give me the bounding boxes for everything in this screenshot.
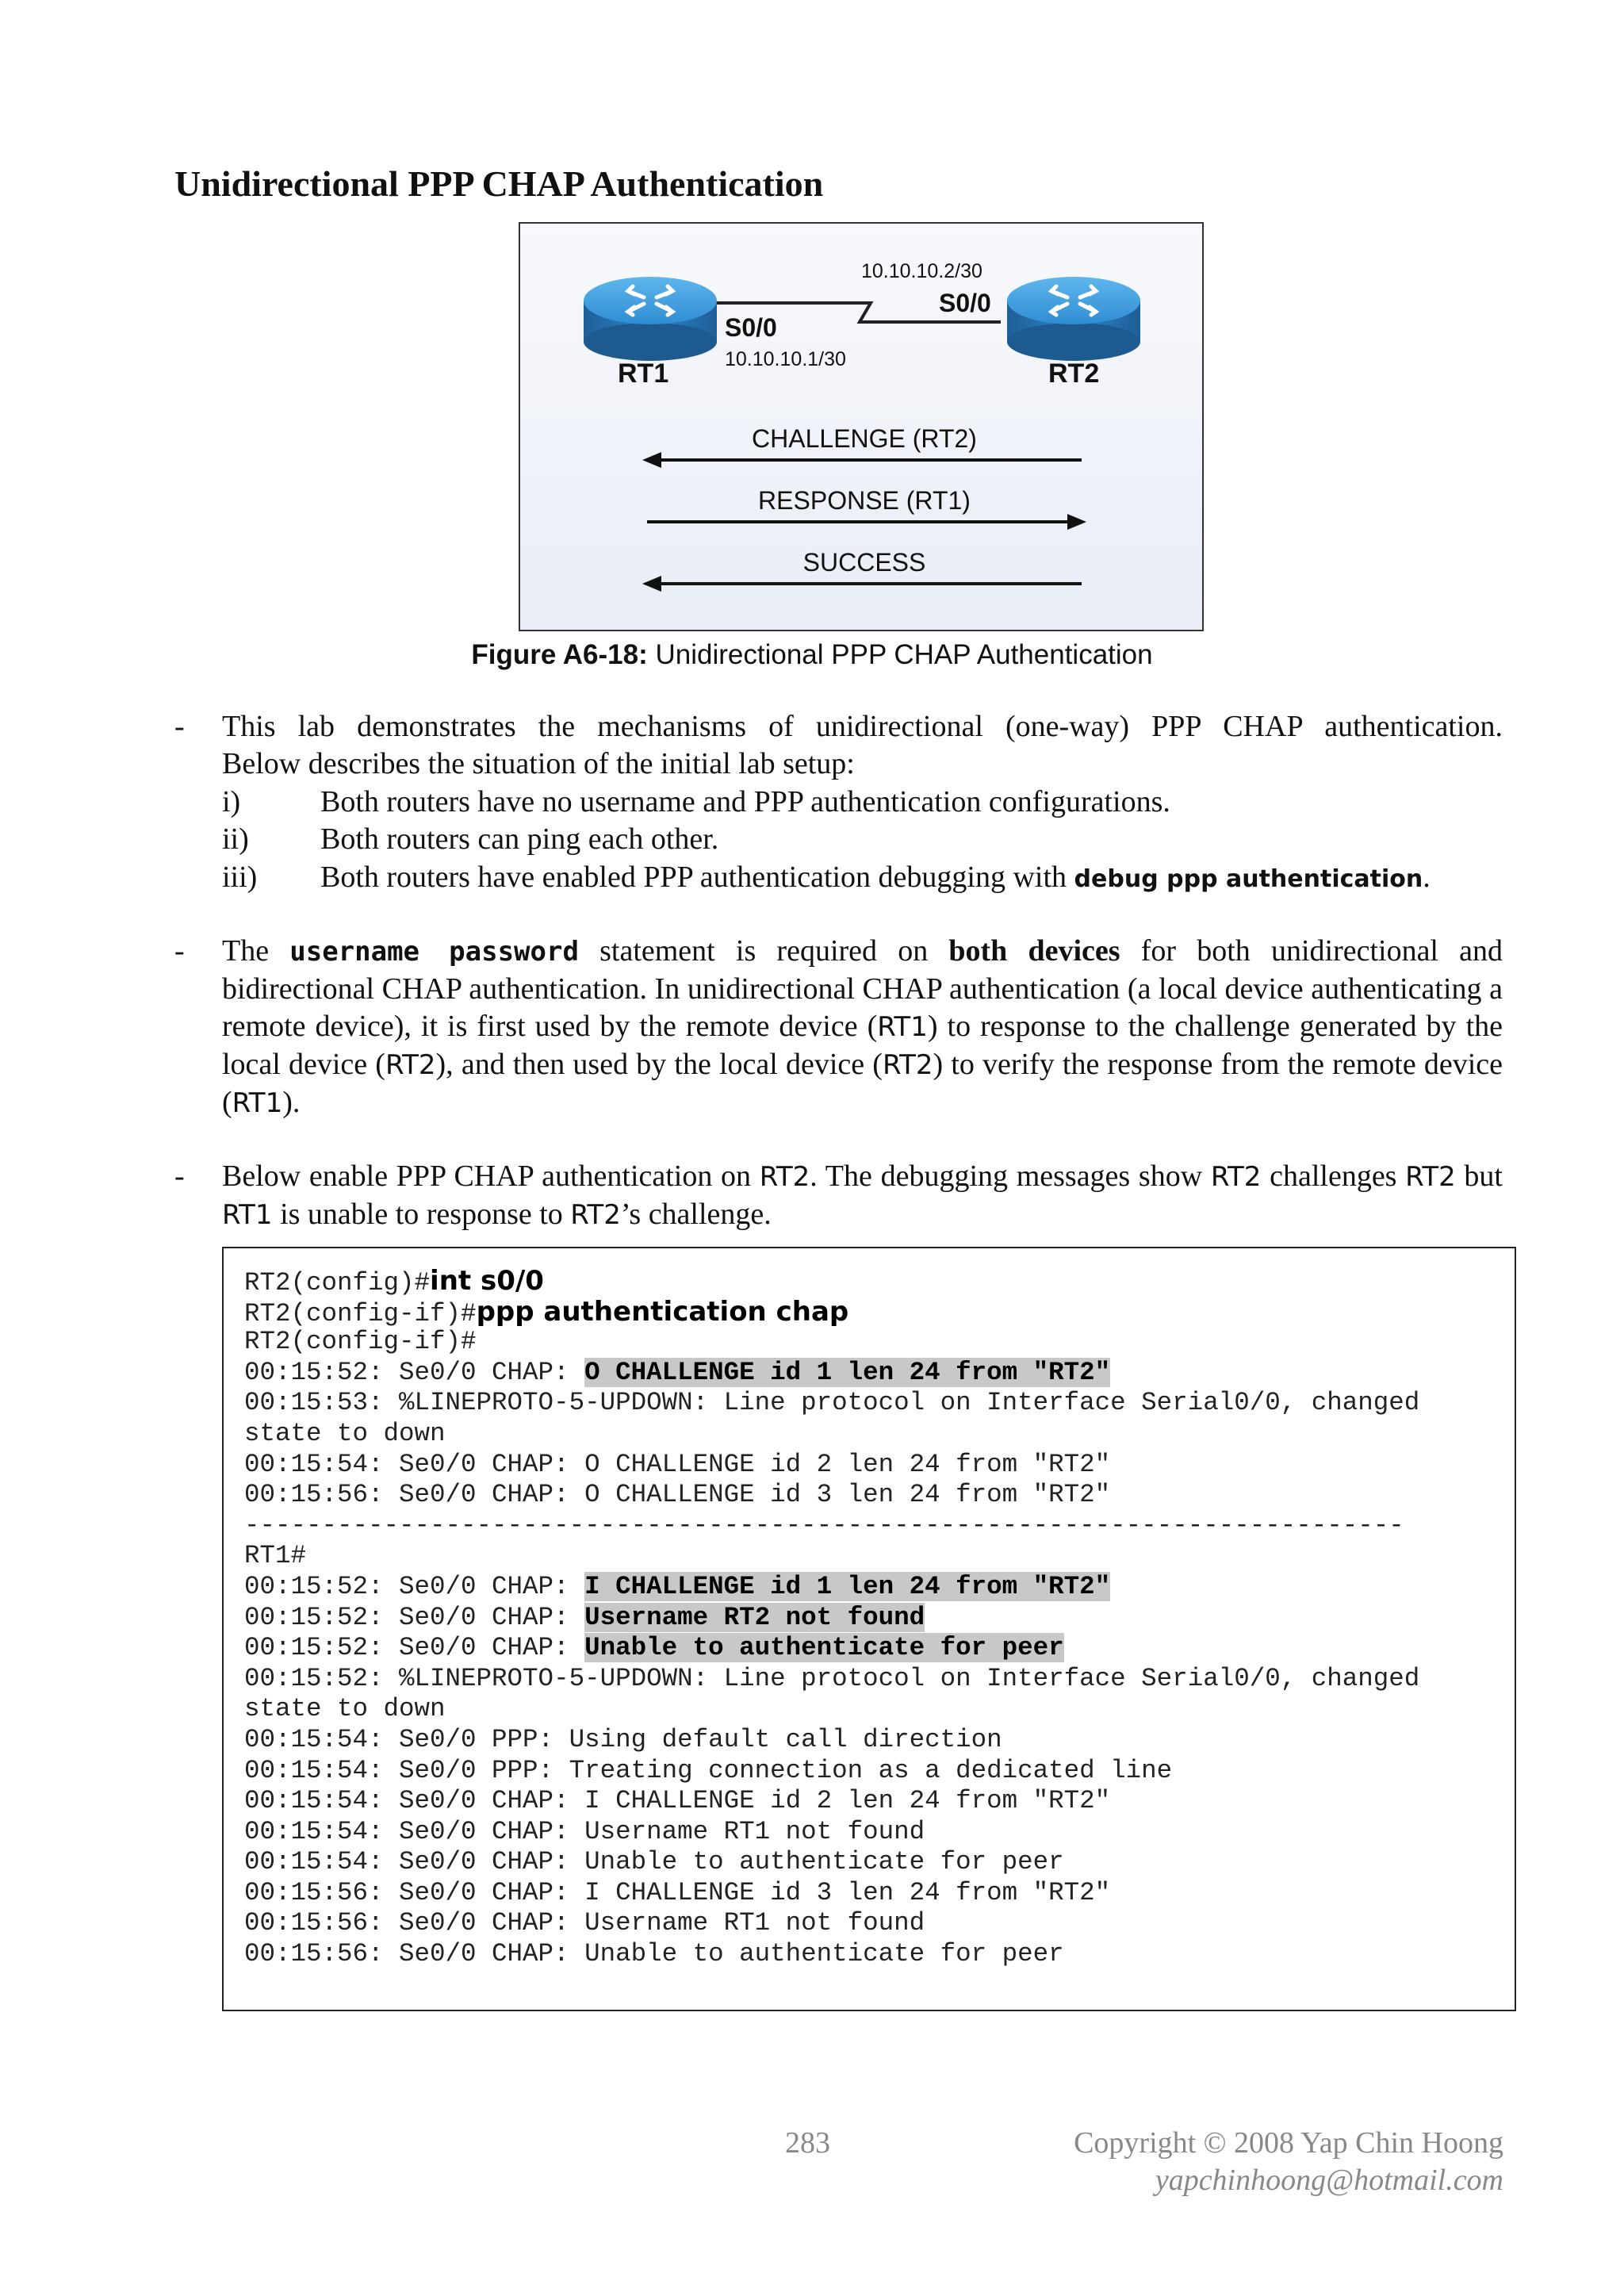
router-icon-rt1: [584, 277, 717, 361]
bullet-marker: -: [174, 1159, 185, 1193]
author-email: yapchinhoong@hotmail.com: [1155, 2164, 1503, 2197]
rt1-ip: 10.10.10.1/30: [725, 348, 846, 370]
inline-code: debug ppp authentication: [1074, 865, 1423, 893]
code-line: state to down: [244, 1418, 446, 1448]
paragraph-1-line1: This lab demonstrates the mechanisms of unidirectional (one-way) PPP CHAP authentication.: [222, 710, 1503, 743]
rt2-interface: S0/0: [939, 289, 991, 317]
code-line: 00:15:56: Se0/0 CHAP: Unable to authenticate for peer: [244, 1939, 1064, 1969]
code-line: 00:15:54: Se0/0 PPP: Using default call direction: [244, 1724, 1002, 1754]
page-number: 283: [785, 2126, 830, 2160]
list-item: ii) Both routers can ping each other.: [222, 822, 719, 856]
paragraph-2: The username password statement is required on both devices for both unidirectional and bidirectional CHAP authentication. In unidirectional CHAP authentication (a local device authenticating a remote device), it is first used by the remote device (RT1) to response to the challenge generated by the local device (RT2), and then used by the local device (RT2) to verify the response from the remote device (RT1).: [222, 934, 1503, 1119]
code-block: [222, 1247, 1516, 2011]
paragraph-1-line2: Below describes the situation of the initial lab setup:: [222, 747, 855, 780]
arrowhead-icon: [1067, 514, 1086, 530]
bullet-marker: -: [174, 934, 185, 968]
code-line: state to down: [244, 1694, 446, 1724]
code-line: 00:15:54: Se0/0 CHAP: O CHALLENGE id 2 len 24 from "RT2": [244, 1449, 1111, 1479]
code-line: 00:15:54: Se0/0 PPP: Treating connection as a dedicated line: [244, 1755, 1173, 1785]
arrowhead-icon: [642, 576, 661, 592]
arrowhead-icon: [642, 452, 661, 468]
code-line: 00:15:52: Se0/0 CHAP: O CHALLENGE id 1 len 24 from "RT2": [244, 1357, 1111, 1387]
code-line: RT2(config)#int s0/0: [244, 1265, 544, 1297]
code-line: 00:15:54: Se0/0 CHAP: I CHALLENGE id 2 len 24 from "RT2": [244, 1786, 1111, 1816]
code-line: 00:15:56: Se0/0 CHAP: I CHALLENGE id 3 len 24 from "RT2": [244, 1877, 1111, 1907]
page-title: Unidirectional PPP CHAP Authentication: [174, 163, 824, 204]
code-line: 00:15:54: Se0/0 CHAP: Username RT1 not found: [244, 1816, 925, 1846]
diagram-svg: [520, 224, 1205, 633]
code-line: ---------------------------------------------------------------------------: [244, 1510, 1404, 1540]
code-line: RT2(config-if)#ppp authentication chap: [244, 1295, 849, 1328]
rt1-label: RT1: [618, 358, 669, 389]
code-line: 00:15:56: Se0/0 CHAP: O CHALLENGE id 3 len 24 from "RT2": [244, 1480, 1111, 1510]
router-icon-rt2: [1007, 277, 1140, 361]
bullet-marker: -: [174, 710, 185, 743]
code-line: RT1#: [244, 1541, 307, 1571]
code-line: 00:15:56: Se0/0 CHAP: Username RT1 not found: [244, 1908, 925, 1938]
copyright: Copyright © 2008 Yap Chin Hoong: [1074, 2126, 1503, 2160]
message-label: RESPONSE (RT1): [758, 486, 971, 515]
code-line: 00:15:52: Se0/0 CHAP: I CHALLENGE id 1 len 24 from "RT2": [244, 1571, 1111, 1601]
message-label: SUCCESS: [802, 548, 926, 577]
figure-caption: Figure A6-18: Unidirectional PPP CHAP Authentication: [471, 639, 1153, 670]
rt1-interface: S0/0: [725, 313, 777, 342]
code-line: 00:15:52: %LINEPROTO-5-UPDOWN: Line protocol on Interface Serial0/0, changed: [244, 1663, 1420, 1693]
message-label: CHALLENGE (RT2): [752, 424, 977, 453]
paragraph-3: Below enable PPP CHAP authentication on RT2. The debugging messages show RT2 challenges RT2 but RT1 is unable to response to RT2’s challenge.: [222, 1159, 1503, 1231]
rt2-ip: 10.10.10.2/30: [861, 260, 982, 282]
code-line: 00:15:52: Se0/0 CHAP: Username RT2 not found: [244, 1602, 925, 1632]
code-line: RT2(config-if)#: [244, 1327, 477, 1357]
code-line: 00:15:52: Se0/0 CHAP: Unable to authenticate for peer: [244, 1633, 1064, 1663]
code-line: 00:15:54: Se0/0 CHAP: Unable to authenticate for peer: [244, 1847, 1064, 1877]
code-line: 00:15:53: %LINEPROTO-5-UPDOWN: Line protocol on Interface Serial0/0, changed: [244, 1388, 1420, 1418]
rt2-label: RT2: [1048, 358, 1100, 389]
network-diagram: [519, 222, 1204, 631]
list-item: iii) Both routers have enabled PPP authentication debugging with debug ppp authentication.: [222, 861, 1431, 894]
list-item: i) Both routers have no username and PPP authentication configurations.: [222, 785, 1170, 818]
